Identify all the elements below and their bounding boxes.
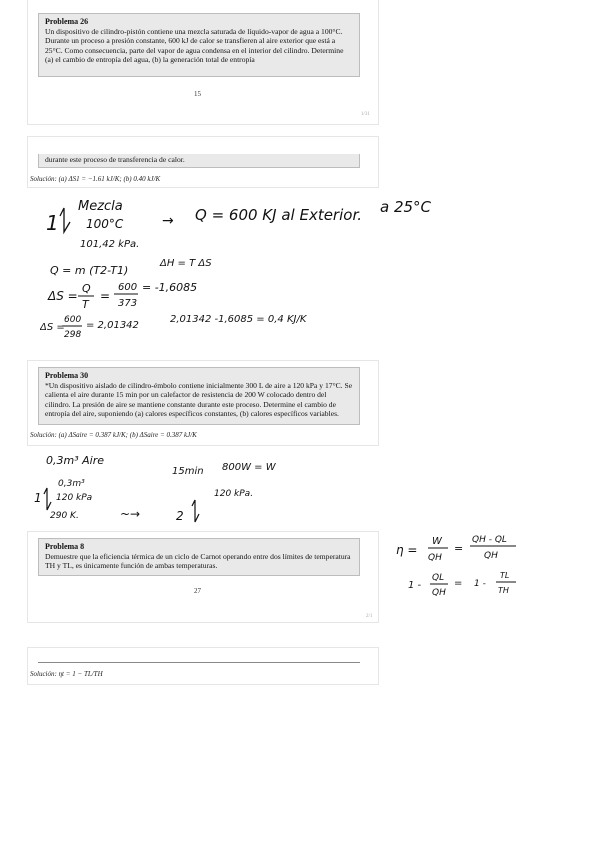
problem-26-box bbox=[38, 13, 360, 77]
hw-temp: 100°C bbox=[86, 217, 124, 231]
problem-8-box bbox=[38, 538, 360, 576]
hw-qh: QH bbox=[428, 553, 442, 563]
page-snippet-3 bbox=[28, 361, 378, 445]
hw-one2: 1 - bbox=[474, 579, 486, 589]
hw-sgen: 2,01342 -1,6085 = 0,4 KJ/K bbox=[170, 314, 307, 325]
hw-ds1-q: Q bbox=[82, 282, 91, 295]
page-corner-label: 2/1 bbox=[366, 614, 373, 619]
hw-t-ext: a 25°C bbox=[380, 198, 432, 216]
hw-ds2-num: 600 bbox=[64, 315, 82, 325]
hw-arrow: → bbox=[162, 213, 174, 229]
hw-brace bbox=[192, 500, 199, 522]
page-corner-label: 1/31 bbox=[361, 112, 370, 117]
page-snippet-2 bbox=[28, 137, 378, 187]
handwritten-notes-8 bbox=[392, 520, 592, 610]
page-number: 27 bbox=[194, 587, 201, 595]
hw-ds2-res: = 2,01342 bbox=[86, 320, 139, 331]
hw-eq2: = bbox=[454, 578, 463, 589]
hw-w: W bbox=[432, 536, 442, 547]
problem-30-text: *Un dispositivo aislado de cilindro-émbolo contiene inicialmente 300 L de aire a 120 kPa y 17°C. Se calienta el aire durante 15 min por un calefactor de resistencia de 200 W colocado dentro del cilindro. La presión de aire se mantiene constante durante este proceso. Determine el cambio de entropía del aire, suponiendo (a) calores específicos constantes, (b) calores específicos variables. bbox=[45, 380, 353, 419]
hw-one: 1 - bbox=[408, 580, 422, 591]
hw-state-1: 1 bbox=[34, 491, 42, 505]
hw-ds1-res: = -1,6085 bbox=[142, 281, 198, 294]
page-number: 15 bbox=[194, 90, 201, 98]
hw-brace bbox=[44, 488, 51, 510]
hw-ds1-den: 373 bbox=[118, 298, 138, 309]
problem-30-solution: Solución: (a) ΔSaire = 0.387 kJ/K; (b) ΔSaire = 0.387 kJ/K bbox=[30, 431, 197, 439]
hw-eta: η = bbox=[396, 543, 418, 557]
problem-26-text: Un dispositivo de cilindro-pistón contiene una mezcla saturada de líquido-vapor de agua a 100°C. Durante un proceso a presión constante, 600 kJ de calor se transfieren al aire exterior que está a 25°C. Como consecuencia, parte del vapor de agua condensa en el interior del cilindro. Determine (a) el cambio de entropía del agua, (b) la generación total de entropía bbox=[45, 26, 344, 65]
hw-tl: TL bbox=[500, 571, 510, 580]
hw-v1: 0,3m³ bbox=[58, 479, 85, 489]
problem-8-solution: Solución: ηt = 1 − TL/TH bbox=[30, 670, 103, 678]
hw-state-1: 1 bbox=[46, 211, 59, 235]
hw-pressure: 101,42 kPa. bbox=[80, 239, 140, 250]
hw-qh3: QH bbox=[432, 588, 446, 598]
page-snippet-4 bbox=[28, 532, 378, 622]
hw-power: 800W = W bbox=[222, 462, 276, 473]
hw-time: 15min bbox=[172, 466, 204, 477]
hw-air-volume: 0,3m³ Aire bbox=[46, 454, 104, 467]
hw-brace bbox=[60, 208, 70, 232]
handwritten-notes-30 bbox=[30, 448, 330, 530]
hw-p1: 120 kPa bbox=[56, 493, 93, 503]
problem-26-continuation bbox=[38, 154, 360, 168]
box-bottom-rule bbox=[38, 662, 360, 663]
hw-q-exterior: Q = 600 KJ al Exterior. bbox=[195, 206, 362, 224]
hw-ds1-eq: = bbox=[100, 289, 111, 303]
hw-eq: = bbox=[454, 542, 464, 555]
hw-ql: QL bbox=[432, 573, 445, 583]
hw-eq-q: Q = m (T2-T1) bbox=[50, 264, 129, 277]
hw-p2: 120 kPa. bbox=[214, 489, 254, 499]
hw-eq-h: ΔH = T ΔS bbox=[160, 258, 212, 269]
problem-26-solution: Solución: (a) ΔS1 = −1.61 kJ/K; (b) 0.40 kJ/K bbox=[30, 175, 161, 183]
hw-mezcla: Mezcla bbox=[78, 199, 123, 214]
hw-ds2-den: 298 bbox=[64, 330, 82, 340]
problem-8-text: Demuestre que la eficiencia térmica de un ciclo de Carnot operando entre dos límites de temperatura TH y TL, es únicamente función de ambas temperaturas. bbox=[45, 551, 351, 571]
page-snippet-5 bbox=[28, 648, 378, 684]
hw-qh-ql: QH - QL bbox=[472, 535, 507, 545]
hw-state-2: 2 bbox=[176, 509, 184, 523]
page-snippet-1 bbox=[28, 0, 378, 124]
hw-ds1-lhs: ΔS = bbox=[48, 289, 78, 303]
problem-30-title: Problema 30 bbox=[45, 371, 89, 380]
hw-process-arrow: ~→ bbox=[120, 507, 141, 521]
handwritten-notes-26 bbox=[40, 190, 460, 350]
problem-26-title: Problema 26 bbox=[45, 17, 89, 26]
hw-ds1-t: T bbox=[82, 298, 89, 311]
hw-t1: 290 K. bbox=[50, 511, 79, 521]
hw-qh2: QH bbox=[484, 551, 498, 561]
hw-th: TH bbox=[498, 586, 509, 595]
problem-8-title: Problema 8 bbox=[45, 542, 85, 551]
hw-ds2-lhs: ΔS = bbox=[40, 322, 65, 333]
problem-26-tail-text: durante este proceso de transferencia de calor. bbox=[45, 155, 185, 164]
hw-ds1-num: 600 bbox=[118, 282, 138, 293]
problem-30-box bbox=[38, 367, 360, 425]
